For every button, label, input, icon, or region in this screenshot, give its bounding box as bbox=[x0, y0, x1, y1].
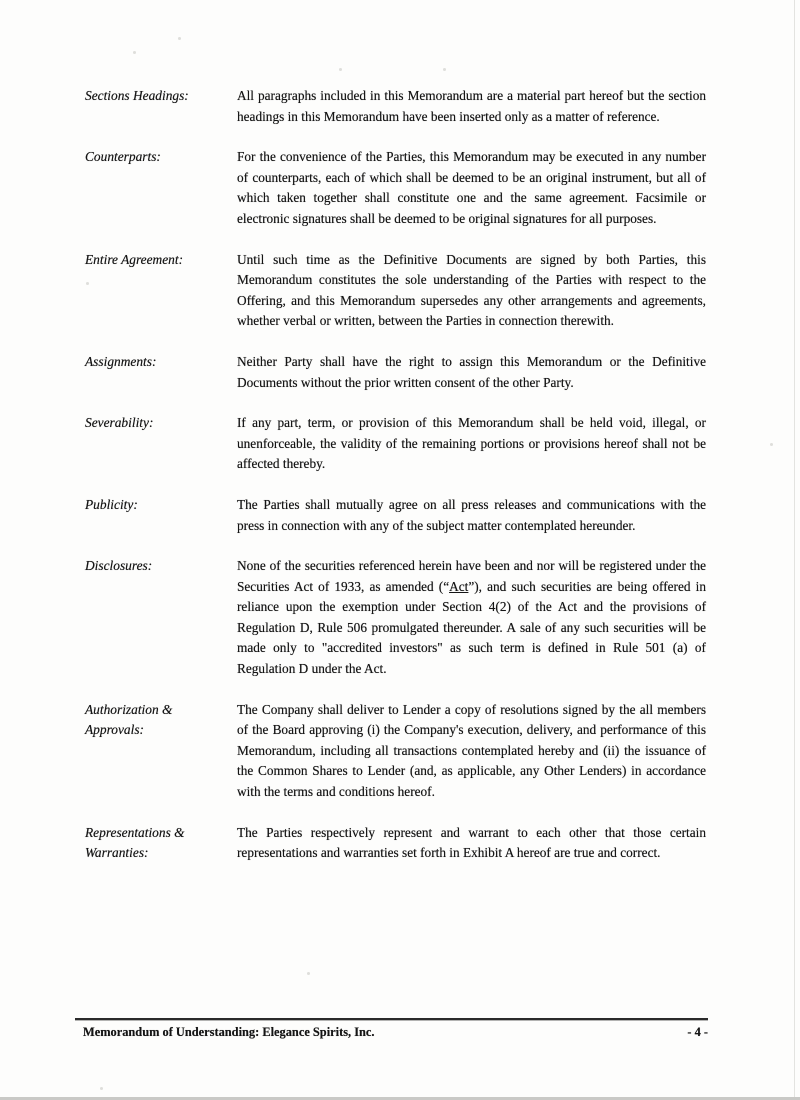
section-representations-warranties bbox=[85, 823, 706, 864]
section-authorization-approvals bbox=[85, 700, 706, 803]
footer-title: Memorandum of Understanding: Elegance Spirits, Inc. bbox=[83, 1025, 375, 1039]
section-label: Counterparts: bbox=[85, 149, 161, 165]
section-label: Representations & Warranties: bbox=[85, 824, 185, 861]
section-disclosures bbox=[85, 556, 706, 680]
section-label: Disclosures: bbox=[85, 558, 153, 574]
section-body: Neither Party shall have the right to assign this Memorandum or the Definitive Documents without the prior written consent of the other Party. bbox=[237, 353, 706, 390]
section-body: The Parties shall mutually agree on all press releases and communications with the press in connection with any of the subject matter contemplated hereunder. bbox=[237, 496, 706, 533]
footer-line bbox=[75, 1024, 708, 1040]
scan-speck bbox=[133, 51, 136, 54]
section-body: Until such time as the Definitive Documents are signed by both Parties, this Memorandum constitutes the sole understanding of the Parties with respect to the Offering, and this Memorandum supersedes any other arrangements and agreements, whether verbal or written, between the Parties in connection therewith. bbox=[237, 251, 706, 329]
section-label: Publicity: bbox=[85, 496, 138, 512]
section-body: If any part, term, or provision of this Memorandum shall be held void, illegal, or unenforceable, the validity of the remaining portions or provisions hereof shall not be affected thereby. bbox=[237, 415, 706, 472]
section-assignments bbox=[85, 352, 706, 393]
page-footer bbox=[75, 1018, 708, 1040]
document-body bbox=[85, 86, 706, 884]
section-sections-headings bbox=[85, 86, 706, 127]
section-counterparts bbox=[85, 147, 706, 229]
section-body: All paragraphs included in this Memorandum are a material part hereof but the section headings in this Memorandum have been inserted only as a matter of reference. bbox=[237, 88, 706, 124]
page-edge-right bbox=[794, 0, 795, 1100]
section-label: Severability: bbox=[85, 415, 154, 431]
section-label: Sections Headings: bbox=[85, 88, 189, 103]
section-label: Entire Agreement: bbox=[85, 251, 184, 267]
section-entire-agreement bbox=[85, 250, 706, 332]
section-label: Assignments: bbox=[85, 353, 157, 369]
footer-rule bbox=[75, 1018, 708, 1020]
section-body: None of the securities referenced herein have been and nor will be registered under the Securities Act of 1933, as amended (“Act”), and such securities are being offered in reliance upon the exemption under Section 4(2) of the Act and the provisions of Regulation D, Rule 506 promulgated thereunder. A sale of any such securities will be made only to "accredited investors" as such term is defined in Rule 501 (a) of Regulation D under the Act. bbox=[237, 558, 706, 677]
scan-speck bbox=[307, 972, 310, 975]
footer-page-number: - 4 - bbox=[687, 1025, 708, 1039]
section-body: The Parties respectively represent and warrant to each other that those certain representations and warranties set forth in Exhibit A hereof are true and correct. bbox=[237, 824, 706, 861]
section-body: For the convenience of the Parties, this Memorandum may be executed in any number of counterparts, each of which shall be deemed to be an original instrument, but all of which taken together shall constitute one and the same agreement. Facsimile or electronic signatures shall be deemed to be original signatures for all purposes. bbox=[237, 149, 706, 226]
scan-speck bbox=[178, 37, 181, 40]
scan-speck bbox=[443, 68, 446, 71]
scan-speck bbox=[339, 68, 342, 71]
section-body: The Company shall deliver to Lender a copy of resolutions signed by the all members of the Board approving (i) the Company's execution, delivery, and performance of this Memorandum, including all transactions contemplated hereby and (ii) the issuance of the Common Shares to Lender (and, as applicable, any Other Lenders) in accordance with the terms and conditions hereof. bbox=[237, 701, 706, 800]
section-publicity bbox=[85, 495, 706, 536]
scan-speck bbox=[770, 443, 773, 446]
scan-speck bbox=[100, 1087, 103, 1090]
scan-speck bbox=[86, 282, 89, 285]
section-severability bbox=[85, 413, 706, 475]
section-label: Authorization & Approvals: bbox=[85, 701, 173, 738]
